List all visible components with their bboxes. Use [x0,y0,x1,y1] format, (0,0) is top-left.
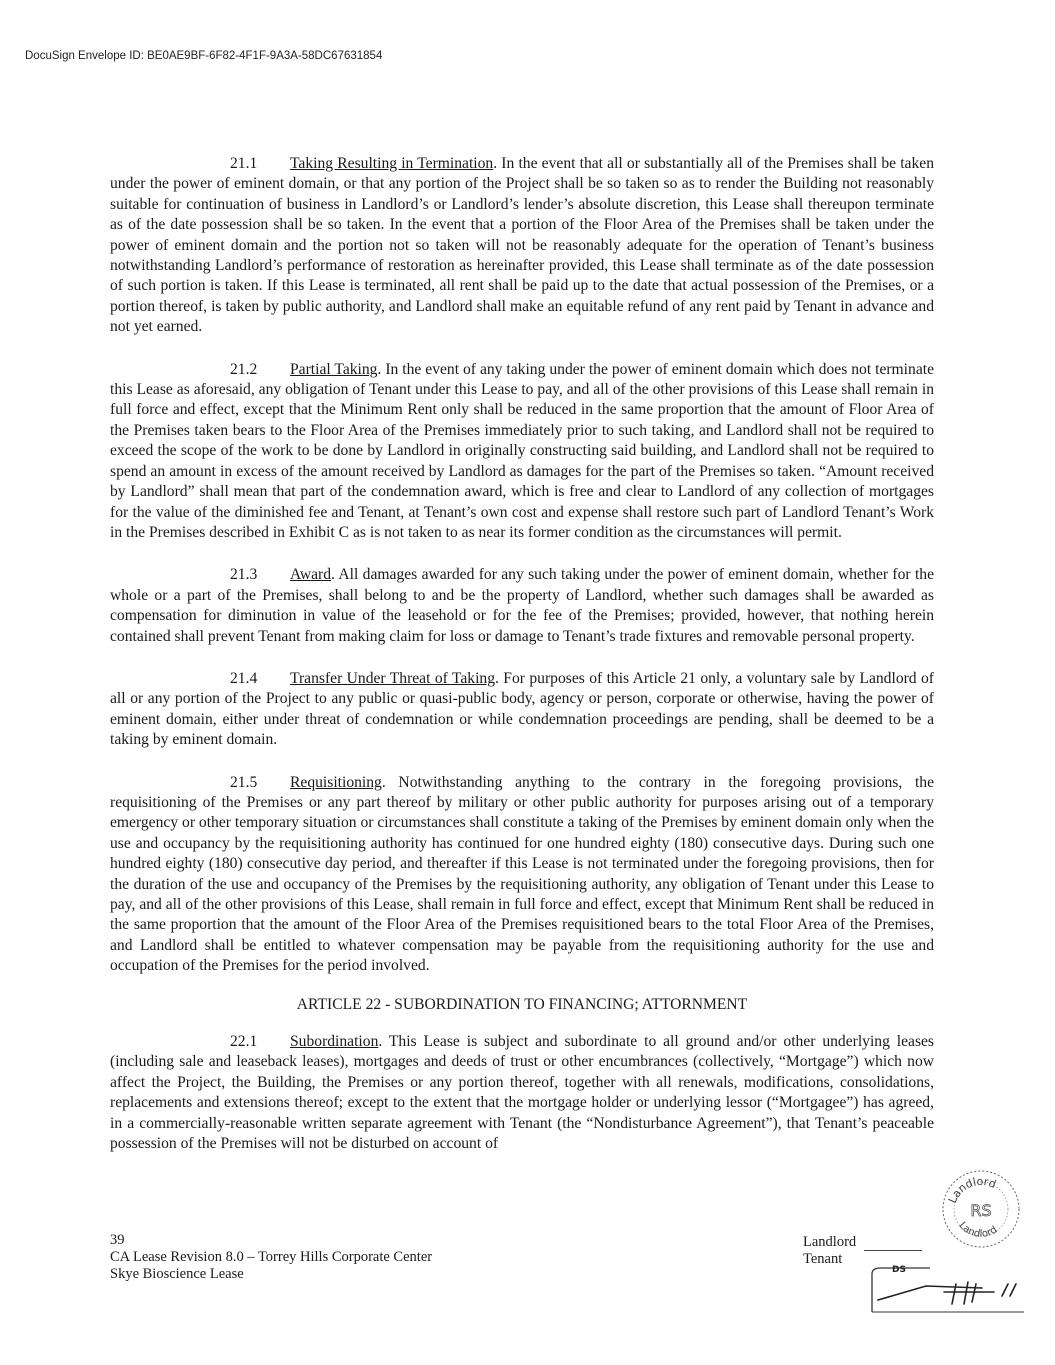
section-text: . All damages awarded for any such taking under the power of eminent domain, whether for the whole or a part of the Premises, shall belong to and be the property of Landlord, whether such damages shall be awarded as compensation for diminution in value of the leasehold or for the fee of the Premises; provided, however, that nothing herein contained shall prevent Tenant from making claim for loss or damage to Tenant’s trade fixtures and removable personal property. [110,566,934,645]
footer-lease-name: Skye Bioscience Lease [110,1266,244,1282]
section-heading: Award [290,566,332,584]
section-21-4 [110,669,934,751]
landlord-initials-stamp-icon [940,1168,1022,1250]
section-text: . For purposes of this Article 21 only, a voluntary sale by Landlord of all or any portion of the Project to any public or quasi-public body, agency or person, corporate or otherwise, having the power of eminent domain, either under threat of condemnation or while condemnation proceedings are pending, shall be deemed to be a taking by eminent domain. [110,669,934,749]
stamp-bottom-text: Landlord [956,1220,1000,1240]
section-number: 22.1 [230,1033,258,1051]
section-heading: Subordination [290,1033,379,1051]
section-text: . In the event of any taking under the power of eminent domain which does not terminate this Lease as aforesaid, any obligation of Tenant under this Lease to pay, and all of the other provisions of this Lease shall remain in full force and effect, except that the Minimum Rent only shall be reduced in the same proportion that the amount of Floor Area of the Premises taken bears to the Floor Area of the Premises immediately prior to such taking, and Landlord shall not be required to exceed the scope of the work to be done by Landlord in originally constructing said building, and Landlord shall not be required to spend an amount in excess of the amount received by Landlord as damages for the part of the Premises so taken. “Amount received by Landlord” shall mean that part of the condemnation award, which is free and clear to Landlord of any collection of mortgages for the value of the diminished fee and Tenant, at Tenant’s own cost and expense shall restore such part of Landlord Tenant’s Work in the Premises described in Exhibit C as is not taken to as near its former condition as the circumstances will permit. [110,360,934,541]
landlord-initial-row [803,1234,922,1251]
section-number: 21.1 [230,155,258,172]
section-21-1 [110,154,934,338]
tenant-label: Tenant [803,1251,843,1267]
section-number: 21.4 [230,669,258,687]
page-number: 39 [110,1232,125,1248]
section-21-2 [110,360,934,544]
section-number: 21.2 [230,360,258,378]
section-heading: Requisitioning [290,773,382,791]
section-number: 21.3 [230,566,258,584]
footer-lease-revision: CA Lease Revision 8.0 – Torrey Hills Corporate Center [110,1249,433,1265]
docusign-envelope-id: DocuSign Envelope ID: BE0AE9BF-6F82-4F1F-9A3A-58DC67631854 [25,50,383,62]
article-22-heading: ARTICLE 22 - SUBORDINATION TO FINANCING; ATTORNMENT [296,995,748,1013]
ds-tag: DS [892,1265,906,1275]
section-heading: Transfer Under Threat of Taking [290,669,496,687]
section-text: . In the event that all or substantially all of the Premises shall be taken under the power of eminent domain, or that any portion of the Project shall be so taken so as to render the Building not reasonably suitable for continuation of business in Landlord’s or Landlord’s lender’s absolute discretion, this Lease shall thereupon terminate as of the date possession shall be so taken. In the event that a portion of the Floor Area of the Premises shall be taken under the power of eminent domain and the portion not so taken will not be reasonably adequate for the operation of Tenant’s business notwithstanding Landlord’s performance of restoration as hereinafter provided, this Lease shall terminate as of the date possession of such portion is taken. If this Lease is terminated, all rent shall be paid up to the date that actual possession of the Premises, or a portion thereof, is taken by public authority, and Landlord shall make an equitable refund of any rent paid by Tenant in advance and not yet earned. [110,155,934,336]
stamp-initials: RS [970,1201,992,1220]
section-heading: Taking Resulting in Termination [290,155,494,172]
footer-info [110,1232,432,1283]
svg-text:Landlord [956,1220,999,1240]
tenant-initials-signature [878,1282,1016,1304]
section-number: 21.5 [230,773,258,791]
section-21-3 [110,565,934,647]
section-text: . This Lease is subject and subordinate to all ground and/or other underlying leases (including sale and leaseback leases), mortgages and deeds of trust or other encumbrances (collectively, “Mortgage”) which now affect the Project, the Building, the Premises or any portion thereof, together with all renewals, modifications, consolidations, replacements and extensions thereof; except to the extent that the mortgage holder or underlying lessor (“Mortgagee”) has agreed, in a commercially-reasonable written separate agreement with Tenant (the “Nondisturbance Agreement”), that Tenant’s peaceable possession of the Premises will not be disturbed on account of [110,1033,934,1153]
section-21-5 [110,773,934,977]
tenant-docusign-initials [864,1262,1034,1314]
landlord-label: Landlord [803,1234,857,1250]
section-22-1 [110,1032,934,1154]
section-heading: Partial Taking [290,360,378,378]
document-body [110,154,934,1176]
stamp-top-text: Landlord [945,1174,999,1206]
section-text: . Notwithstanding anything to the contrary in the foregoing provisions, the requisitioning of the Premises or any part thereof by military or other public authority for purposes arising out of a temporary emergency or other temporary situation or circumstances shall constitute a taking of the Premises by eminent domain only when the use and occupancy by the requisitioning authority has continued for one hundred eighty (180) consecutive days. During such one hundred eighty (180) consecutive day period, and thereafter if this Lease is not terminated under the foregoing provisions, then for the duration of the use and occupancy of the Premises by the requisitioning authority, any obligation of Tenant under this Lease to pay, and all of the other provisions of this Lease, shall remain in full force and effect, except that Minimum Rent shall be reduced in the same proportion that the amount of the Floor Area of the Premises requisitioned bears to the total Floor Area of the Premises, and Landlord shall be entitled to whatever compensation may be payable from the requisitioning authority for the use and occupation of the Premises for the period involved. [110,773,934,975]
landlord-initial-line [864,1236,922,1251]
